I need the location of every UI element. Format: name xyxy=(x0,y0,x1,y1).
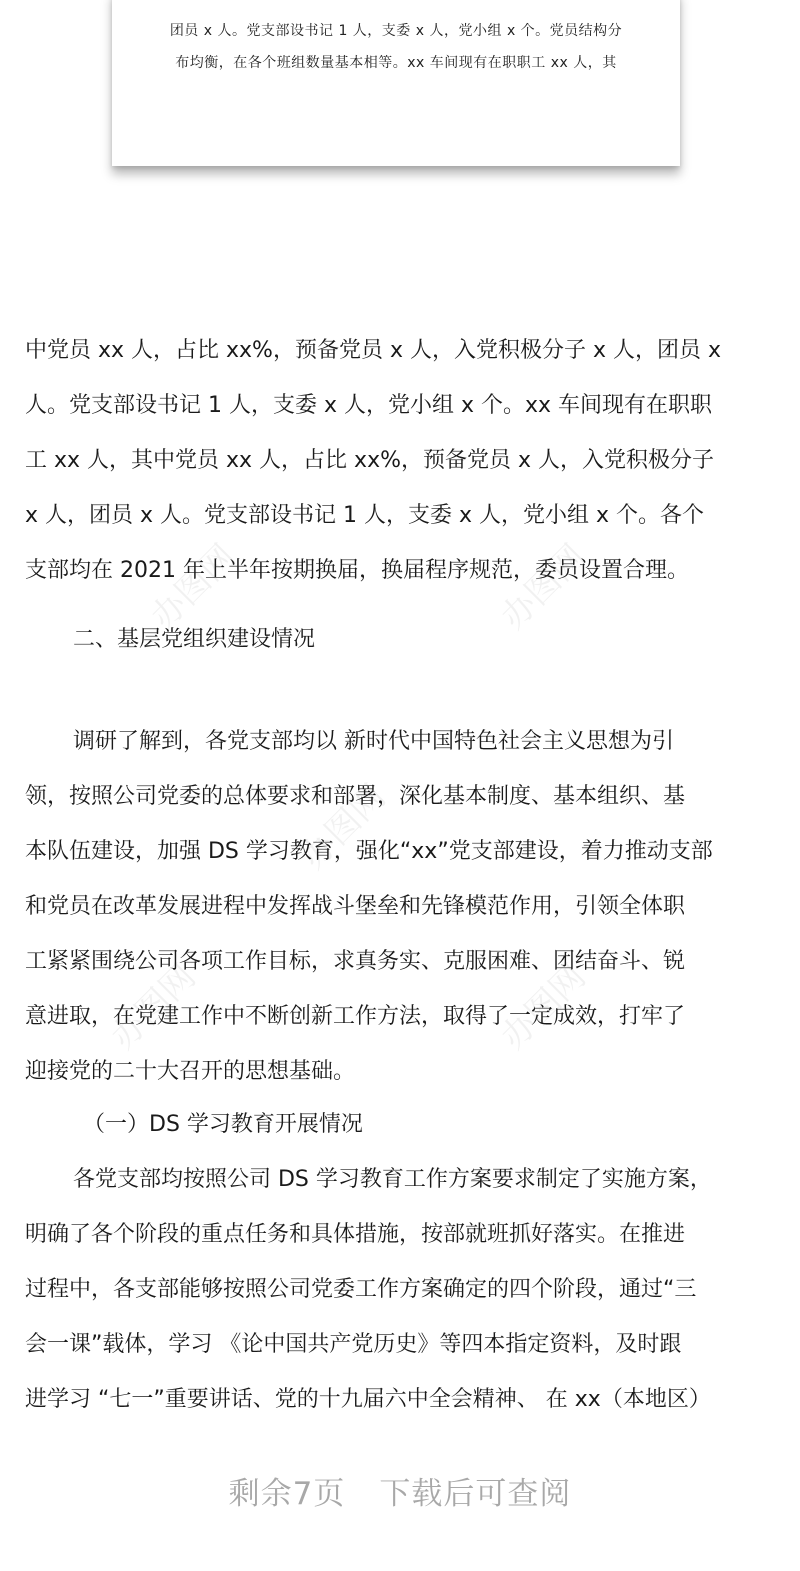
body-line: 本队伍建设，加强 DS 学习教育，强化“xx”党支部建设，着力推动支部 xyxy=(25,839,713,864)
preview-line-2: 布均衡，在各个班组数量基本相等。xx 车间现有在职职工 xx 人，其 xyxy=(175,55,617,71)
body-line: 工紧紧围绕公司各项工作目标，求真务实、克服困难、团结奋斗、锐 xyxy=(25,949,686,974)
body-line: x 人，团员 x 人。党支部设书记 1 人，支委 x 人，党小组 x 个。各个 xyxy=(25,503,705,528)
body-line: 进学习 “七一”重要讲话、党的十九届六中全会精神、 在 xx（本地区） xyxy=(25,1387,711,1412)
body-line: 过程中，各支部能够按照公司党委工作方案确定的四个阶段，通过“三 xyxy=(25,1277,697,1302)
body-line: 会一课”载体，学习 《论中国共产党历史》等四本指定资料，及时跟 xyxy=(25,1332,682,1357)
body-line: 明确了各个阶段的重点任务和具体措施，按部就班抓好落实。在推进 xyxy=(25,1222,686,1247)
body-line: 工 xx 人，其中党员 xx 人，占比 xx%，预备党员 x 人，入党积极分子 xyxy=(25,448,714,473)
preview-line-1: 团员 x 人。党支部设书记 1 人，支委 x 人，党小组 x 个。党员结构分 xyxy=(169,23,623,39)
subsection-heading: （一）DS 学习教育开展情况 xyxy=(83,1112,363,1137)
body-line: 中党员 xx 人，占比 xx%，预备党员 x 人，入党积极分子 x 人，团员 x xyxy=(25,338,721,363)
watermark: 办图网 xyxy=(143,536,244,638)
body-line: 迎接党的二十大召开的思想基础。 xyxy=(25,1059,356,1084)
remaining-pages-label: 剩余7页 xyxy=(228,1476,346,1512)
watermark: 办图网 xyxy=(493,536,594,638)
preview-page-card xyxy=(112,0,680,166)
section-heading: 二、基层党组织建设情况 xyxy=(73,627,316,652)
body-line: 各党支部均按照公司 DS 学习教育工作方案要求制定了实施方案， xyxy=(73,1167,712,1192)
download-prompt[interactable] xyxy=(0,1468,800,1513)
body-line: 支部均在 2021 年上半年按期换届，换届程序规范，委员设置合理。 xyxy=(25,558,689,583)
body-line: 人。党支部设书记 1 人，支委 x 人，党小组 x 个。xx 车间现有在职职 xyxy=(25,393,713,418)
body-line: 意进取，在党建工作中不断创新工作方法，取得了一定成效，打牢了 xyxy=(25,1004,686,1029)
body-line: 调研了解到，各党支部均以 新时代中国特色社会主义思想为引 xyxy=(73,729,674,754)
watermark: 办图网 xyxy=(103,956,204,1058)
watermark: 办图网 xyxy=(493,956,594,1058)
body-line: 领，按照公司党委的总体要求和部署，深化基本制度、基本组织、基 xyxy=(25,784,686,809)
download-to-view-link[interactable]: 下载后可查阅 xyxy=(379,1476,572,1512)
watermark: 办图网 xyxy=(293,776,394,878)
body-line: 和党员在改革发展进程中发挥战斗堡垒和先锋模范作用，引领全体职 xyxy=(25,894,686,919)
